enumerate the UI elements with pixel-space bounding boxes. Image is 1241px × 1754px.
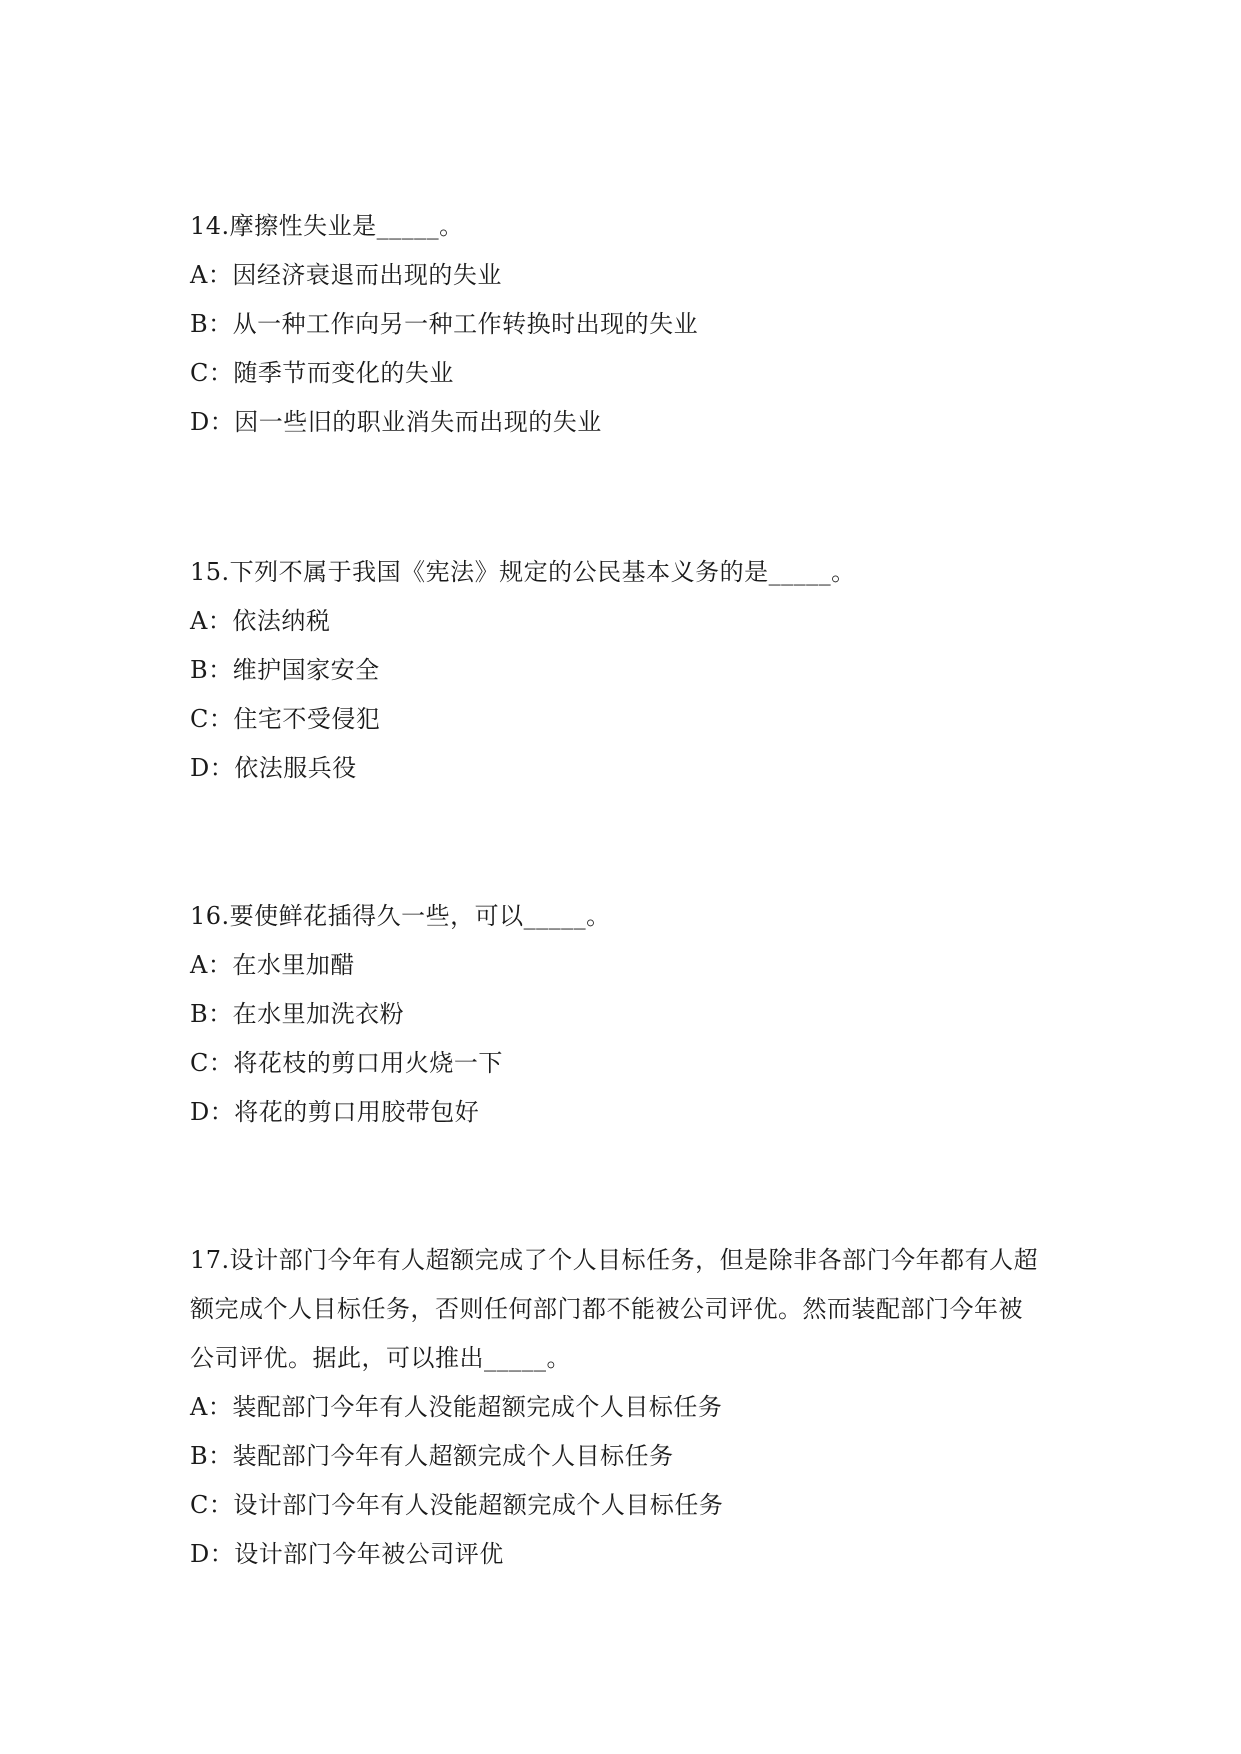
question-stem: 14.摩擦性失业是_____。 <box>190 212 464 240</box>
option-c: C：设计部门今年有人没能超额完成个人目标任务 <box>190 1491 724 1519</box>
question-stem-line-3: 公司评优。据此，可以推出_____。 <box>190 1344 571 1372</box>
option-b: B：维护国家安全 <box>190 656 380 684</box>
option-d: D：因一些旧的职业消失而出现的失业 <box>190 408 602 436</box>
option-d: D：依法服兵役 <box>190 754 357 782</box>
question-17 <box>190 1236 1070 1579</box>
question-stem: 16.要使鲜花插得久一些，可以_____。 <box>190 902 611 930</box>
question-stem-line-2: 额完成个人目标任务，否则任何部门都不能被公司评优。然而装配部门今年被 <box>190 1295 1023 1323</box>
option-c: C：随季节而变化的失业 <box>190 359 454 387</box>
option-c: C：将花枝的剪口用火烧一下 <box>190 1049 503 1077</box>
option-a: A：依法纳税 <box>190 607 331 635</box>
question-15 <box>190 548 1070 793</box>
option-b: B：从一种工作向另一种工作转换时出现的失业 <box>190 310 699 338</box>
option-c: C：住宅不受侵犯 <box>190 705 381 733</box>
option-a: A：因经济衰退而出现的失业 <box>190 261 502 289</box>
question-14 <box>190 202 1070 447</box>
option-b: B：装配部门今年有人超额完成个人目标任务 <box>190 1442 674 1470</box>
option-d: D：设计部门今年被公司评优 <box>190 1540 504 1568</box>
option-d: D：将花的剪口用胶带包好 <box>190 1098 480 1126</box>
option-a: A：装配部门今年有人没能超额完成个人目标任务 <box>190 1393 723 1421</box>
question-16 <box>190 892 1070 1137</box>
question-stem-line-1: 17.设计部门今年有人超额完成了个人目标任务，但是除非各部门今年都有人超 <box>190 1246 1039 1274</box>
option-b: B：在水里加洗衣粉 <box>190 1000 405 1028</box>
option-a: A：在水里加醋 <box>190 951 355 979</box>
question-stem: 15.下列不属于我国《宪法》规定的公民基本义务的是_____。 <box>190 558 856 586</box>
